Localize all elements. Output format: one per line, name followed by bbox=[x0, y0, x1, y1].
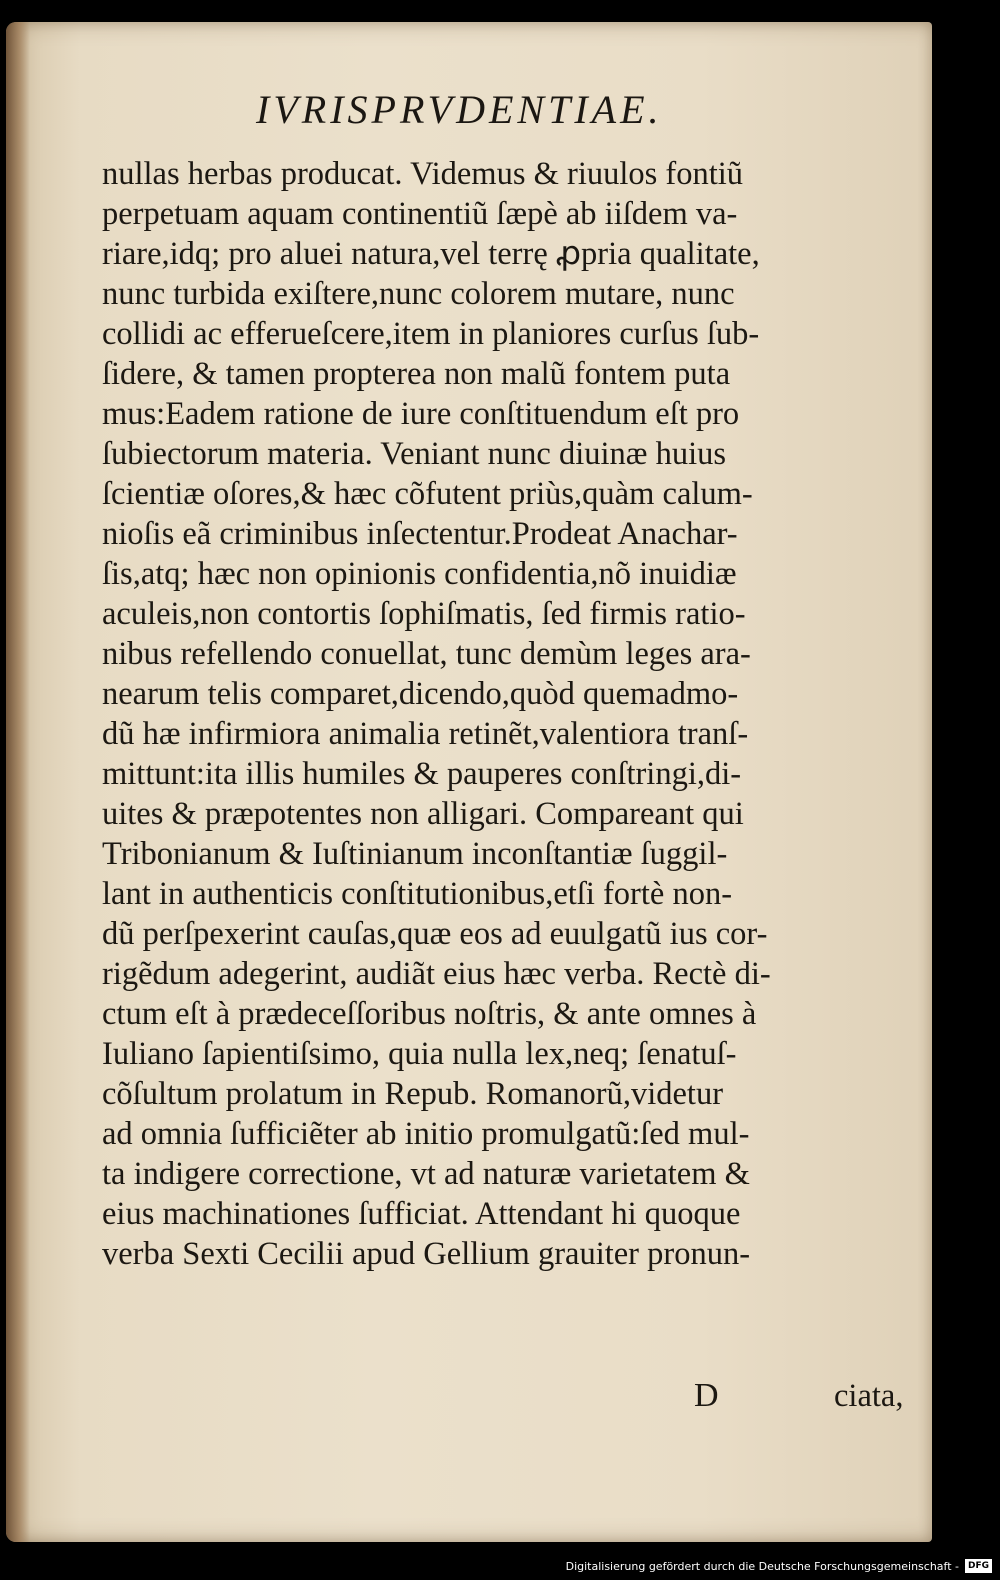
text-line: ad omnia ſufficiẽter ab initio promulgatũ:ſed mul- bbox=[102, 1116, 750, 1152]
book-page bbox=[6, 22, 932, 1542]
page-footer bbox=[102, 1374, 902, 1418]
text-line: Iuliano ſapientiſsimo, quia nulla lex,neq; ſenatuſ- bbox=[102, 1036, 737, 1072]
body-text bbox=[102, 154, 902, 1274]
text-line: verba Sexti Cecilii apud Gellium grauiter pronun- bbox=[102, 1236, 751, 1272]
text-line: Tribonianum & Iuſtinianum inconſtantiæ ſuggil- bbox=[102, 836, 728, 872]
text-line: nearum telis comparet,dicendo,quòd quemadmo- bbox=[102, 676, 739, 712]
text-line: nullas herbas producat. Videmus & riuulos fontiũ bbox=[102, 156, 744, 192]
text-line: lant in authenticis conſtitutionibus,etſi fortè non- bbox=[102, 876, 733, 912]
text-line: uites & præpotentes non alligari. Compareant qui bbox=[102, 796, 744, 832]
text-line: mus:Eadem ratione de iure conſtituendum eſt pro bbox=[102, 396, 740, 432]
text-line: ctum eſt à prædeceſſoribus noſtris, & ante omnes à bbox=[102, 996, 757, 1032]
dfg-logo-icon: DFG bbox=[965, 1559, 992, 1573]
text-line: dũ perſpexerint cauſas,quæ eos ad euulgatũ ius cor- bbox=[102, 916, 768, 952]
text-line: dũ hæ infirmiora animalia retinẽt,valentiora tranſ- bbox=[102, 716, 749, 752]
signature-mark: D bbox=[694, 1377, 719, 1414]
text-line: cõſultum prolatum in Repub. Romanorũ,videtur bbox=[102, 1076, 724, 1112]
text-line: eius machinationes ſufficiat. Attendant hi quoque bbox=[102, 1196, 741, 1232]
running-head: IVRISPRVDENTIAE. bbox=[256, 87, 663, 132]
text-line: aculeis,non contortis ſophiſmatis, ſed firmis ratio- bbox=[102, 596, 746, 632]
text-line: ſis,atq; hæc non opinionis confidentia,nõ inuidiæ bbox=[102, 556, 737, 592]
text-line: ſcientiæ oſores,& hæc cõfutent priùs,quàm calum- bbox=[102, 476, 753, 512]
text-line: ſidere, & tamen propterea non malũ fontem puta bbox=[102, 356, 731, 392]
text-line: nunc turbida exiſtere,nunc colorem mutare, nunc bbox=[102, 276, 735, 312]
text-line: nibus refellendo conuellat, tunc demùm leges ara- bbox=[102, 636, 751, 672]
funding-credit bbox=[566, 1556, 992, 1576]
catchword: ciata, bbox=[834, 1378, 904, 1414]
text-line: ta indigere correctione, vt ad naturæ varietatem & bbox=[102, 1156, 750, 1192]
text-line: rigẽdum adegerint, audiãt eius hæc verba. Rectè di- bbox=[102, 956, 771, 992]
text-line: mittunt:ita illis humiles & pauperes conſtringi,di- bbox=[102, 756, 742, 792]
text-line: ſubiectorum materia. Veniant nunc diuinæ huius bbox=[102, 436, 727, 472]
text-line: perpetuam aquam continentiũ ſæpè ab iiſdem va- bbox=[102, 196, 738, 232]
text-line: nioſis eã criminibus inſectentur.Prodeat Anachar- bbox=[102, 516, 738, 552]
text-line: riare,idq; pro aluei natura,vel terrę ꝓpria qualitate, bbox=[102, 236, 760, 272]
funding-note: Digitalisierung gefördert durch die Deutsche Forschungsgemeinschaft - bbox=[565, 1559, 959, 1573]
text-line: collidi ac efferueſcere,item in planiores curſus ſub- bbox=[102, 316, 760, 352]
